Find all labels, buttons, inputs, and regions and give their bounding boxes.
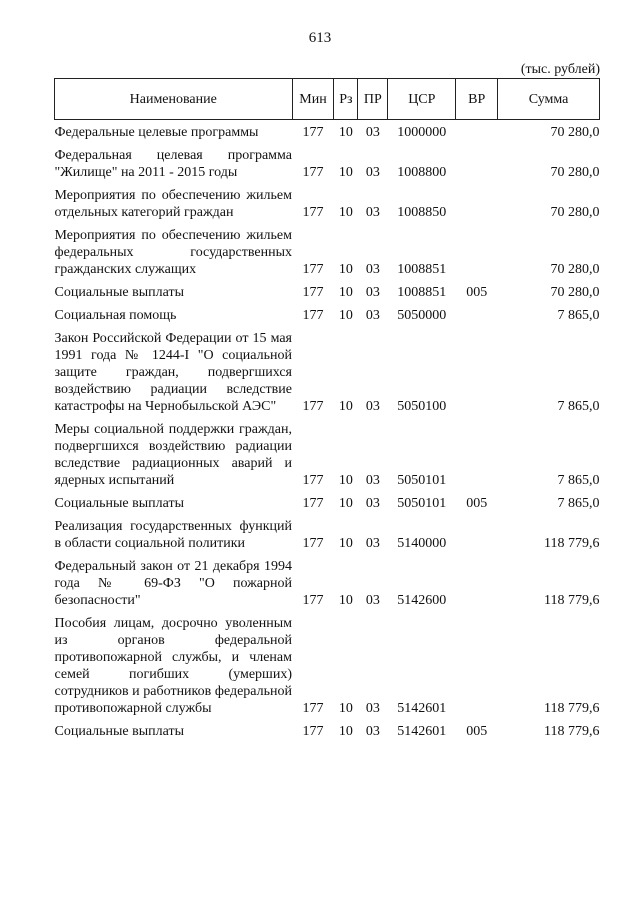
row-csr: 5050101: [397, 473, 447, 488]
table-row: [55, 415, 600, 489]
row-sum: 70 280,0: [550, 125, 600, 140]
row-rz: 10: [338, 205, 353, 220]
table-row: [55, 181, 600, 221]
row-csr: 1000000: [397, 125, 447, 140]
row-name: Федеральная целевая программа "Жилище" на 2011 - 2015 годы: [54, 148, 292, 180]
row-csr: 5050101: [397, 496, 447, 511]
row-sum: 70 280,0: [550, 285, 600, 300]
header-rz: Рз: [334, 79, 358, 120]
table-row: [55, 221, 600, 278]
row-csr: 1008850: [397, 205, 447, 220]
header-name: Наименование: [55, 79, 293, 120]
table-row: [55, 552, 600, 609]
row-csr: 5050000: [397, 308, 447, 323]
row-sum: 7 865,0: [557, 473, 600, 488]
row-csr: 1008851: [397, 262, 447, 277]
row-csr: 1008800: [397, 165, 447, 180]
table-row: [55, 278, 600, 301]
row-name: Мероприятия по обеспечению жильем федеральных государственных гражданских служащих: [54, 228, 292, 277]
row-pr: 03: [365, 593, 380, 608]
row-name: Пособия лицам, досрочно уволенным из органов федеральной противопожарной службы, и членам семей погибших (умерших) сотрудников и работников федеральной противопожарной службы: [54, 616, 292, 716]
row-sum: 7 865,0: [557, 308, 600, 323]
row-rz: 10: [338, 496, 353, 511]
row-name: Федеральные целевые программы: [54, 125, 259, 140]
row-pr: 03: [365, 536, 380, 551]
row-pr: 03: [365, 125, 380, 140]
row-vr: [456, 141, 498, 181]
row-pr: 03: [365, 262, 380, 277]
row-name: Социальная помощь: [54, 308, 177, 323]
header-min: Мин: [292, 79, 334, 120]
row-min: 177: [302, 308, 324, 323]
row-sum: 70 280,0: [550, 262, 600, 277]
row-min: 177: [302, 473, 324, 488]
table-row: [55, 489, 600, 512]
row-rz: 10: [338, 399, 353, 414]
row-vr: [456, 415, 498, 489]
row-pr: 03: [365, 496, 380, 511]
budget-table: [54, 78, 600, 740]
row-sum: 7 865,0: [557, 496, 600, 511]
row-rz: 10: [338, 125, 353, 140]
row-sum: 7 865,0: [557, 399, 600, 414]
row-min: 177: [302, 701, 324, 716]
row-min: 177: [302, 593, 324, 608]
row-min: 177: [302, 536, 324, 551]
row-rz: 10: [338, 285, 353, 300]
row-sum: 118 779,6: [544, 701, 600, 716]
header-sum: Сумма: [498, 79, 600, 120]
table-row: [55, 717, 600, 740]
row-name: Социальные выплаты: [54, 285, 185, 300]
row-pr: 03: [365, 285, 380, 300]
row-pr: 03: [365, 701, 380, 716]
row-vr: [456, 609, 498, 717]
row-pr: 03: [365, 308, 380, 323]
row-csr: 5142600: [397, 593, 447, 608]
row-pr: 03: [365, 205, 380, 220]
table-row: [55, 324, 600, 415]
units-label: (тыс. рублей): [520, 62, 600, 77]
row-rz: 10: [338, 165, 353, 180]
row-vr: [456, 301, 498, 324]
row-name: Мероприятия по обеспечению жильем отдельных категорий граждан: [54, 188, 292, 220]
row-csr: 5140000: [397, 536, 447, 551]
row-vr: 005: [466, 285, 488, 300]
row-csr: 1008851: [397, 285, 447, 300]
header-vr: ВР: [456, 79, 498, 120]
row-min: 177: [302, 285, 324, 300]
row-pr: 03: [365, 473, 380, 488]
row-vr: [456, 552, 498, 609]
row-vr: [456, 221, 498, 278]
row-vr: [456, 512, 498, 552]
row-vr: [456, 120, 498, 142]
header-csr: ЦСР: [388, 79, 456, 120]
row-sum: 118 779,6: [544, 536, 600, 551]
table-body: [55, 120, 600, 741]
row-rz: 10: [338, 308, 353, 323]
row-min: 177: [302, 262, 324, 277]
row-rz: 10: [338, 724, 353, 739]
row-sum: 118 779,6: [544, 724, 600, 739]
row-sum: 70 280,0: [550, 165, 600, 180]
page-number: 613: [308, 30, 332, 46]
row-name: Закон Российской Федерации от 15 мая 1991 года № 1244-I "О социальной защите граждан, подвергшихся воздействию радиации вследствие катастрофы на Чернобыльской АЭС": [54, 331, 292, 414]
row-pr: 03: [365, 724, 380, 739]
row-pr: 03: [365, 399, 380, 414]
row-vr: 005: [466, 496, 488, 511]
row-rz: 10: [338, 701, 353, 716]
row-min: 177: [302, 125, 324, 140]
table-row: [55, 301, 600, 324]
row-rz: 10: [338, 473, 353, 488]
row-rz: 10: [338, 536, 353, 551]
row-csr: 5142601: [397, 724, 447, 739]
row-min: 177: [302, 724, 324, 739]
table-row: [55, 512, 600, 552]
row-name: Реализация государственных функций в области социальной политики: [54, 519, 292, 551]
row-csr: 5142601: [397, 701, 447, 716]
table-row: [55, 609, 600, 717]
row-name: Федеральный закон от 21 декабря 1994 года № 69-ФЗ "О пожарной безопасности": [54, 559, 292, 608]
row-vr: [456, 324, 498, 415]
row-name: Социальные выплаты: [54, 724, 185, 739]
row-name: Меры социальной поддержки граждан, подвергшихся воздействию радиации вследствие радиационных аварий и ядерных испытаний: [54, 422, 292, 488]
row-rz: 10: [338, 593, 353, 608]
row-min: 177: [302, 165, 324, 180]
row-vr: [456, 181, 498, 221]
row-sum: 70 280,0: [550, 205, 600, 220]
row-csr: 5050100: [397, 399, 447, 414]
row-pr: 03: [365, 165, 380, 180]
row-sum: 118 779,6: [544, 593, 600, 608]
row-min: 177: [302, 496, 324, 511]
header-pr: ПР: [358, 79, 388, 120]
row-rz: 10: [338, 262, 353, 277]
table-row: [55, 141, 600, 181]
table-row: [55, 120, 600, 142]
row-name: Социальные выплаты: [54, 496, 185, 511]
row-min: 177: [302, 205, 324, 220]
row-min: 177: [302, 399, 324, 414]
table-header-row: [55, 79, 600, 120]
row-vr: 005: [466, 724, 488, 739]
